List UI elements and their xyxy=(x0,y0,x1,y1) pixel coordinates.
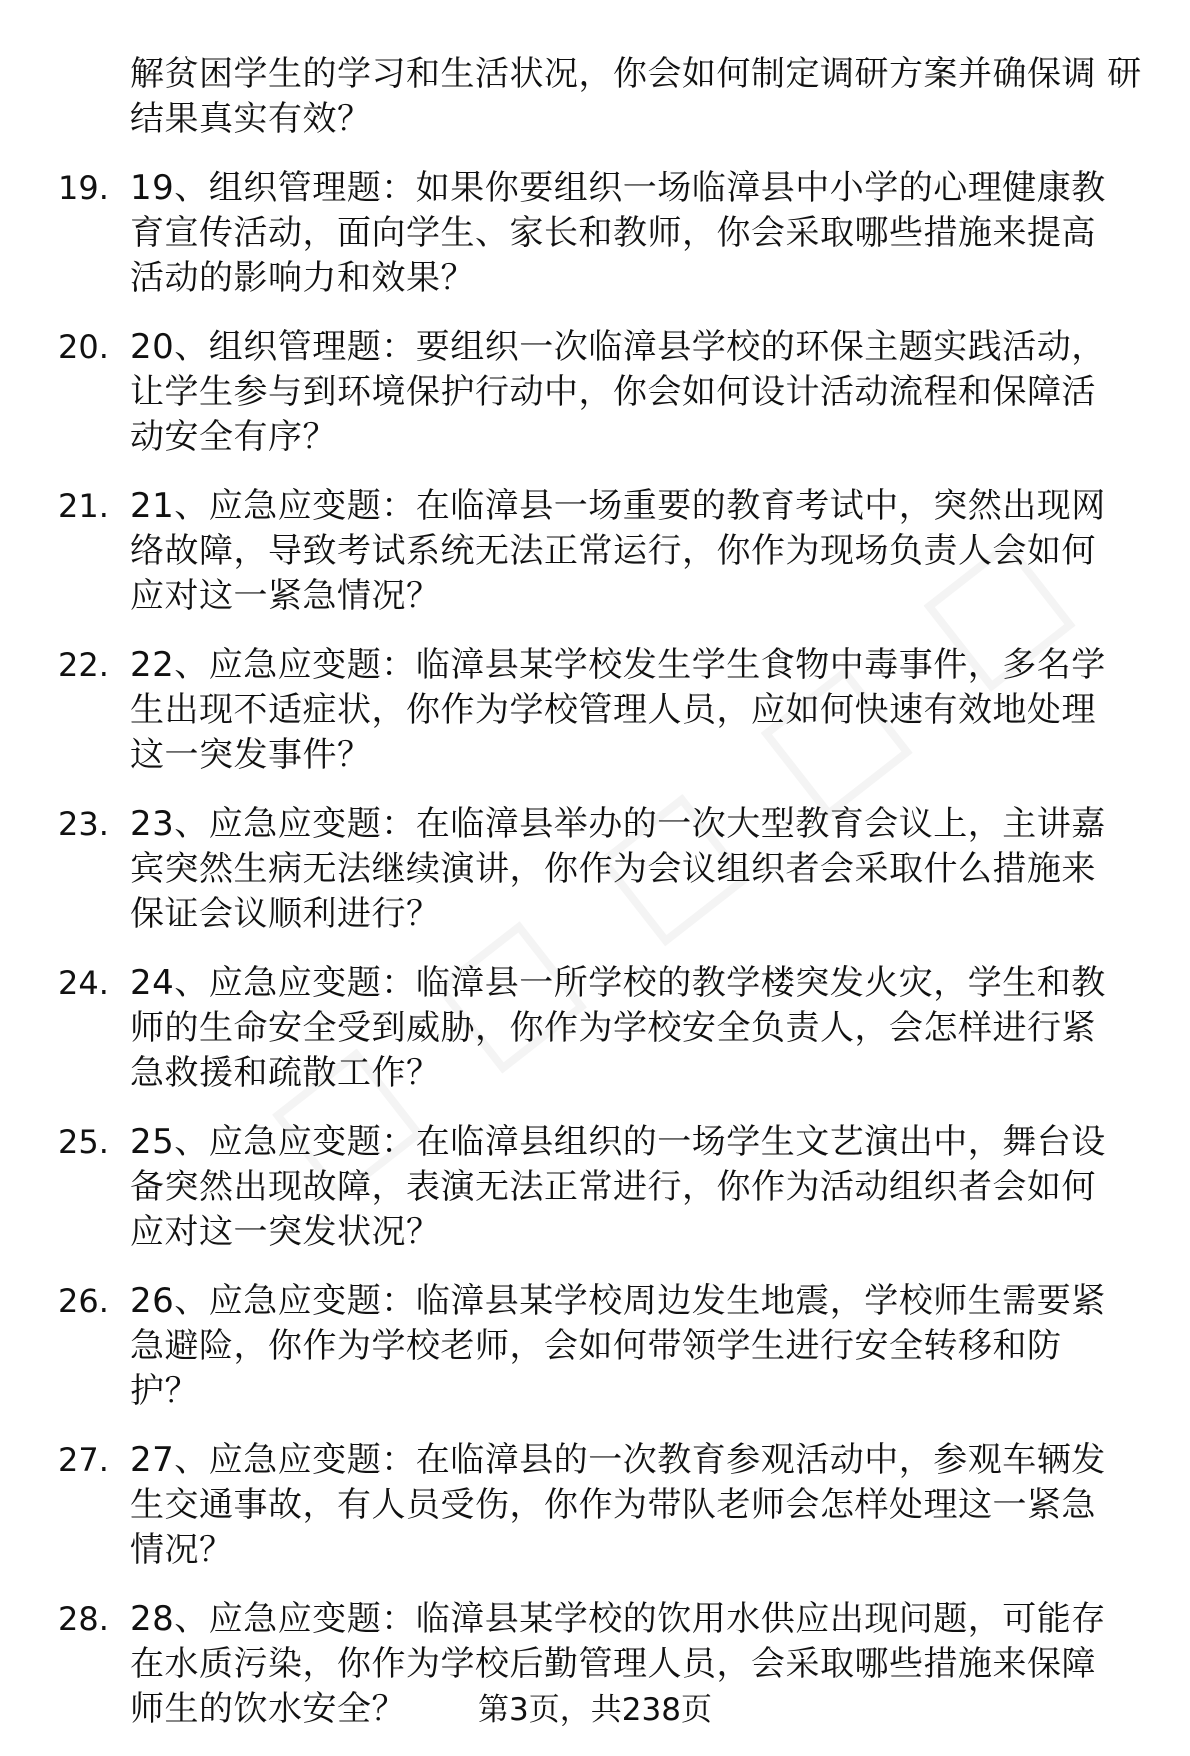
question-number: 20. xyxy=(58,328,109,366)
question-list xyxy=(58,166,1148,1732)
question-item xyxy=(58,325,1148,460)
question-text: 26、应急应变题：临漳县某学校周边发生地震，学校师生需要紧 急避险，你作为学校老师，会如何带领学生进行安全转移和防 护？ xyxy=(130,1281,1106,1411)
question-text: 20、组织管理题：要组织一次临漳县学校的环保主题实践活动， 让学生参与到环境保护行动中，你会如何设计活动流程和保障活 动安全有序？ xyxy=(130,327,1106,457)
page-content xyxy=(58,52,1148,1756)
question-item xyxy=(58,802,1148,937)
question-text: 23、应急应变题：在临漳县举办的一次大型教育会议上，主讲嘉 宾突然生病无法继续演讲，你作为会议组织者会采取什么措施来 保证会议顺利进行？ xyxy=(130,804,1106,934)
question-item xyxy=(58,484,1148,619)
question-text: 28、应急应变题：临漳县某学校的饮用水供应出现问题，可能存 在水质污染，你作为学校后勤管理人员，会采取哪些措施来保障 师生的饮水安全？ xyxy=(130,1599,1106,1729)
question-text: 25、应急应变题：在临漳县组织的一场学生文艺演出中，舞台设 备突然出现故障，表演无法正常进行，你作为活动组织者会如何 应对这一突发状况？ xyxy=(130,1122,1106,1252)
continued-question-text: 解贫困学生的学习和生活状况，你会如何制定调研方案并确保调 研结果真实有效？ xyxy=(130,54,1142,139)
question-item xyxy=(58,1120,1148,1255)
question-item xyxy=(58,1438,1148,1573)
question-item xyxy=(58,166,1148,301)
question-number: 22. xyxy=(58,646,109,684)
question-number: 23. xyxy=(58,805,109,843)
page-footer: 第3页，共238页 xyxy=(478,1692,712,1728)
question-item xyxy=(58,1279,1148,1414)
question-number: 27. xyxy=(58,1441,109,1479)
question-number: 25. xyxy=(58,1123,109,1161)
question-text: 27、应急应变题：在临漳县的一次教育参观活动中，参观车辆发 生交通事故，有人员受伤，你作为带队老师会怎样处理这一紧急 情况？ xyxy=(130,1440,1106,1570)
question-number: 19. xyxy=(58,169,109,207)
question-number: 21. xyxy=(58,487,109,525)
question-number: 28. xyxy=(58,1600,109,1638)
question-text: 21、应急应变题：在临漳县一场重要的教育考试中，突然出现网 络故障，导致考试系统无法正常运行，你作为现场负责人会如何 应对这一紧急情况？ xyxy=(130,486,1106,616)
question-item xyxy=(58,961,1148,1096)
question-text: 24、应急应变题：临漳县一所学校的教学楼突发火灾，学生和教 师的生命安全受到威胁，你作为学校安全负责人，会怎样进行紧 急救援和疏散工作？ xyxy=(130,963,1106,1093)
question-text: 22、应急应变题：临漳县某学校发生学生食物中毒事件，多名学 生出现不适症状，你作为学校管理人员，应如何快速有效地处理 这一突发事件？ xyxy=(130,645,1106,775)
question-item xyxy=(58,643,1148,778)
question-text: 19、组织管理题：如果你要组织一场临漳县中小学的心理健康教 育宣传活动，面向学生、家长和教师，你会采取哪些措施来提高 活动的影响力和效果？ xyxy=(130,168,1106,298)
question-number: 24. xyxy=(58,964,109,1002)
question-number: 26. xyxy=(58,1282,109,1320)
